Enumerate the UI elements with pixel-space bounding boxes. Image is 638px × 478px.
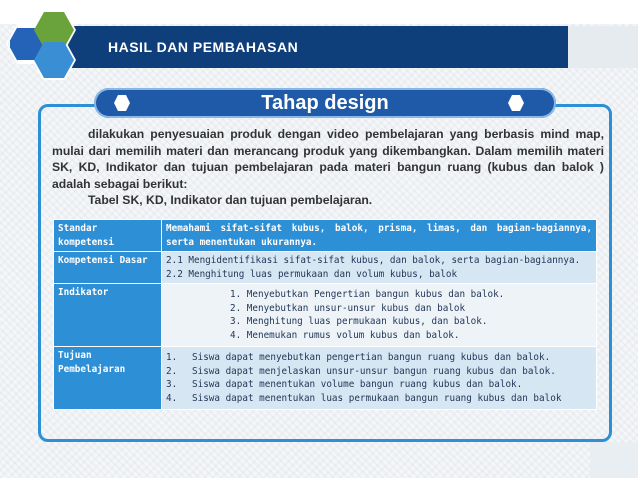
list-item <box>166 365 592 379</box>
list-number: 1. <box>166 352 178 363</box>
standar-content: Memahami sifat-sifat kubus, balok, prisma, limas, dan bagian-bagiannya, serta menentukan ukurannya. <box>162 220 597 252</box>
table-row <box>54 220 597 252</box>
list-text: Siswa dapat menentukan volume bangun ruang kubus dan balok. <box>192 379 523 390</box>
indikator-list <box>166 288 592 342</box>
table-row <box>54 252 597 284</box>
intro-paragraph: dilakukan penyesuaian produk dengan video pembelajaran yang berbasis mind map, mulai dari memilih materi dan merancang produk yang dikembangkan. Dalam memilih materi SK, KD, Indikator dan tujuan pembelajaran pada materi bangun ruang (kubus dan balok ) adalah sebagai berikut: <box>52 127 604 191</box>
kompetensi-line: 2.1 Mengidentifikasi sifat-sifat kubus, dan balok, serta bagian-bagiannya. <box>166 255 581 266</box>
top-strip <box>0 0 638 24</box>
tujuan-label: Tujuan Pembelajaran <box>54 347 162 410</box>
header-title: HASIL DAN PEMBAHASAN <box>108 39 299 55</box>
list-item: 3. Menghitung luas permukaan kubus, dan balok. <box>230 316 488 327</box>
table-row <box>54 347 597 410</box>
list-text: Siswa dapat menjelaskan unsur-unsur bangun ruang kubus dan balok. <box>192 365 556 377</box>
tujuan-list <box>166 351 592 405</box>
corner-decoration <box>590 442 638 478</box>
kompetensi-line: 2.2 Menghitung luas permukaan dan volum kubus, balok <box>166 268 458 280</box>
list-number: 2. <box>166 365 178 377</box>
kompetensi-content <box>162 252 597 284</box>
list-item: 4. Menemukan rumus volum kubus dan balok. <box>230 329 460 341</box>
list-item <box>166 392 592 406</box>
list-item: 2. Menyebutkan unsur-unsur kubus dan balok <box>230 302 466 314</box>
list-number: 3. <box>166 379 178 390</box>
indikator-content <box>162 284 597 347</box>
list-text: Siswa dapat menyebutkan pengertian bangun ruang kubus dan balok. <box>192 352 551 363</box>
intro-text <box>52 126 604 209</box>
list-text: Siswa dapat menentukan luas permukaan bangun ruang kubus dan balok <box>192 392 562 404</box>
standar-label: Standar kompetensi <box>54 220 162 252</box>
list-item: 1. Menyebutkan Pengertian bangun kubus dan balok. <box>230 289 505 300</box>
list-item <box>166 378 592 392</box>
indikator-label: Indikator <box>54 284 162 347</box>
header-title-bar <box>38 26 568 68</box>
section-title: Tahap design <box>261 92 389 114</box>
section-title-pill <box>94 88 556 118</box>
list-item <box>166 351 592 365</box>
kompetensi-label: Kompetensi Dasar <box>54 252 162 284</box>
tujuan-content <box>162 347 597 410</box>
list-number: 4. <box>166 392 178 404</box>
header-right-panel <box>568 26 638 68</box>
table-caption: Tabel SK, KD, Indikator dan tujuan pembelajaran. <box>88 193 373 207</box>
sk-kd-table <box>53 219 597 410</box>
table-row <box>54 284 597 347</box>
